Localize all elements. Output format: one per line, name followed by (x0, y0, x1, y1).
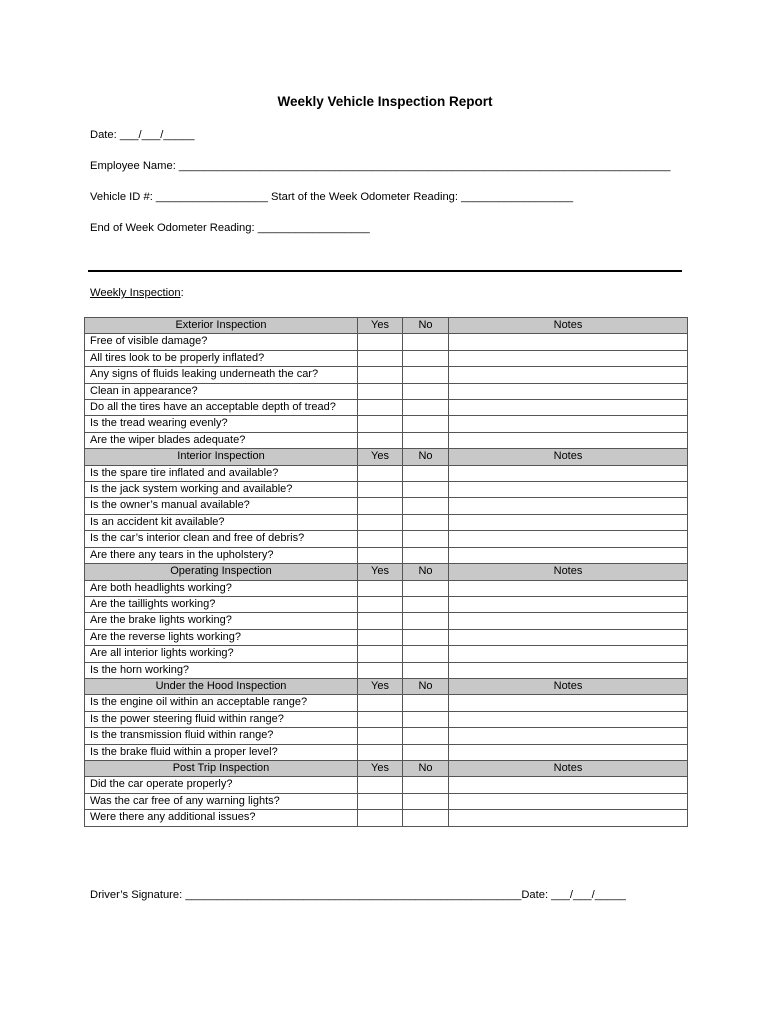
table-row (85, 613, 688, 629)
notes-cell[interactable] (449, 662, 688, 678)
notes-column-header: Notes (449, 564, 688, 580)
inspection-question: Are the brake lights working? (85, 613, 358, 629)
notes-column-header: Notes (449, 760, 688, 776)
section-title: Under the Hood Inspection (85, 678, 358, 694)
section-header-row (85, 564, 688, 580)
section-title: Operating Inspection (85, 564, 358, 580)
no-cell[interactable] (403, 711, 449, 727)
inspection-question: Were there any additional issues? (85, 810, 358, 826)
yes-column-header: Yes (358, 760, 403, 776)
table-row (85, 400, 688, 416)
notes-cell[interactable] (449, 547, 688, 563)
inspection-question: Are all interior lights working? (85, 646, 358, 662)
table-row (85, 482, 688, 498)
table-row (85, 383, 688, 399)
yes-cell[interactable] (358, 547, 403, 563)
inspection-question: Are there any tears in the upholstery? (85, 547, 358, 563)
inspection-question: Any signs of fluids leaking underneath the car? (85, 367, 358, 383)
no-cell[interactable] (403, 596, 449, 612)
notes-cell[interactable] (449, 793, 688, 809)
vehicle-id-odometer-field[interactable]: Vehicle ID #: __________________ Start of the Week Odometer Reading: __________________ (90, 191, 574, 203)
notes-column-header: Notes (449, 678, 688, 694)
no-cell[interactable] (403, 416, 449, 432)
table-row (85, 498, 688, 514)
no-cell[interactable] (403, 465, 449, 481)
notes-cell[interactable] (449, 334, 688, 350)
yes-cell[interactable] (358, 777, 403, 793)
notes-cell[interactable] (449, 744, 688, 760)
no-cell[interactable] (403, 662, 449, 678)
yes-cell[interactable] (358, 482, 403, 498)
no-cell[interactable] (403, 646, 449, 662)
no-cell[interactable] (403, 728, 449, 744)
table-row (85, 662, 688, 678)
notes-cell[interactable] (449, 465, 688, 481)
notes-cell[interactable] (449, 367, 688, 383)
yes-column-header: Yes (358, 564, 403, 580)
yes-cell[interactable] (358, 400, 403, 416)
inspection-question: Is an accident kit available? (85, 514, 358, 530)
end-odometer-field[interactable]: End of Week Odometer Reading: __________________ (90, 222, 370, 234)
yes-cell[interactable] (358, 711, 403, 727)
inspection-question: Is the engine oil within an acceptable range? (85, 695, 358, 711)
no-cell[interactable] (403, 695, 449, 711)
table-row (85, 646, 688, 662)
no-cell[interactable] (403, 334, 449, 350)
notes-cell[interactable] (449, 695, 688, 711)
no-column-header: No (403, 449, 449, 465)
no-cell[interactable] (403, 810, 449, 826)
inspection-question: Is the brake fluid within a proper level? (85, 744, 358, 760)
section-title: Post Trip Inspection (85, 760, 358, 776)
table-row (85, 728, 688, 744)
section-header-row (85, 318, 688, 334)
table-row (85, 629, 688, 645)
section-header-row (85, 678, 688, 694)
notes-cell[interactable] (449, 646, 688, 662)
inspection-question: Is the owner’s manual available? (85, 498, 358, 514)
date-field[interactable]: Date: ___/___/_____ (90, 129, 195, 141)
table-row (85, 695, 688, 711)
section-title: Exterior Inspection (85, 318, 358, 334)
yes-cell[interactable] (358, 810, 403, 826)
notes-cell[interactable] (449, 400, 688, 416)
inspection-question: Are both headlights working? (85, 580, 358, 596)
yes-cell[interactable] (358, 629, 403, 645)
notes-cell[interactable] (449, 514, 688, 530)
yes-cell[interactable] (358, 367, 403, 383)
table-row (85, 547, 688, 563)
inspection-question: All tires look to be properly inflated? (85, 350, 358, 366)
yes-cell[interactable] (358, 662, 403, 678)
inspection-question: Is the jack system working and available? (85, 482, 358, 498)
inspection-question: Do all the tires have an acceptable depth of tread? (85, 400, 358, 416)
no-cell[interactable] (403, 629, 449, 645)
notes-cell[interactable] (449, 711, 688, 727)
notes-cell[interactable] (449, 482, 688, 498)
no-column-header: No (403, 678, 449, 694)
inspection-question: Clean in appearance? (85, 383, 358, 399)
no-cell[interactable] (403, 514, 449, 530)
no-column-header: No (403, 564, 449, 580)
table-row (85, 416, 688, 432)
inspection-question: Are the taillights working? (85, 596, 358, 612)
no-cell[interactable] (403, 613, 449, 629)
notes-cell[interactable] (449, 498, 688, 514)
notes-cell[interactable] (449, 416, 688, 432)
no-cell[interactable] (403, 744, 449, 760)
driver-signature-field[interactable]: Driver’s Signature: ______________________________________________________Date: ___/___/_____ (90, 889, 626, 901)
table-row (85, 596, 688, 612)
no-cell[interactable] (403, 793, 449, 809)
yes-column-header: Yes (358, 678, 403, 694)
no-cell[interactable] (403, 498, 449, 514)
yes-cell[interactable] (358, 744, 403, 760)
table-row (85, 777, 688, 793)
yes-cell[interactable] (358, 613, 403, 629)
page-title: Weekly Vehicle Inspection Report (277, 94, 493, 109)
no-cell[interactable] (403, 367, 449, 383)
yes-cell[interactable] (358, 334, 403, 350)
table-row (85, 465, 688, 481)
no-cell[interactable] (403, 350, 449, 366)
yes-column-header: Yes (358, 318, 403, 334)
notes-cell[interactable] (449, 596, 688, 612)
yes-cell[interactable] (358, 432, 403, 448)
inspection-question: Is the car’s interior clean and free of debris? (85, 531, 358, 547)
no-cell[interactable] (403, 777, 449, 793)
yes-cell[interactable] (358, 596, 403, 612)
notes-cell[interactable] (449, 531, 688, 547)
yes-cell[interactable] (358, 498, 403, 514)
notes-cell[interactable] (449, 383, 688, 399)
table-row (85, 744, 688, 760)
section-title: Interior Inspection (85, 449, 358, 465)
no-cell[interactable] (403, 432, 449, 448)
notes-cell[interactable] (449, 728, 688, 744)
yes-cell[interactable] (358, 695, 403, 711)
yes-cell[interactable] (358, 531, 403, 547)
inspection-question: Is the power steering fluid within range? (85, 711, 358, 727)
notes-cell[interactable] (449, 810, 688, 826)
weekly-inspection-label: Weekly Inspection (90, 287, 181, 299)
inspection-question: Are the reverse lights working? (85, 629, 358, 645)
yes-cell[interactable] (358, 728, 403, 744)
inspection-question: Is the horn working? (85, 662, 358, 678)
notes-cell[interactable] (449, 580, 688, 596)
yes-cell[interactable] (358, 580, 403, 596)
table-row (85, 711, 688, 727)
table-row (85, 367, 688, 383)
yes-cell[interactable] (358, 383, 403, 399)
no-cell[interactable] (403, 400, 449, 416)
table-row (85, 514, 688, 530)
table-row (85, 531, 688, 547)
no-cell[interactable] (403, 531, 449, 547)
yes-column-header: Yes (358, 449, 403, 465)
table-row (85, 350, 688, 366)
inspection-table (84, 317, 688, 827)
notes-cell[interactable] (449, 613, 688, 629)
no-column-header: No (403, 318, 449, 334)
notes-column-header: Notes (449, 449, 688, 465)
section-divider (88, 270, 682, 272)
notes-cell[interactable] (449, 629, 688, 645)
yes-cell[interactable] (358, 416, 403, 432)
notes-cell[interactable] (449, 777, 688, 793)
no-cell[interactable] (403, 383, 449, 399)
no-cell[interactable] (403, 482, 449, 498)
yes-cell[interactable] (358, 350, 403, 366)
notes-cell[interactable] (449, 350, 688, 366)
section-header-row (85, 760, 688, 776)
employee-name-field[interactable]: Employee Name: _______________________________________________________________________________ (90, 160, 671, 172)
yes-cell[interactable] (358, 465, 403, 481)
no-cell[interactable] (403, 580, 449, 596)
notes-cell[interactable] (449, 432, 688, 448)
yes-cell[interactable] (358, 646, 403, 662)
no-column-header: No (403, 760, 449, 776)
inspection-question: Are the wiper blades adequate? (85, 432, 358, 448)
no-cell[interactable] (403, 547, 449, 563)
table-row (85, 432, 688, 448)
yes-cell[interactable] (358, 793, 403, 809)
inspection-question: Is the transmission fluid within range? (85, 728, 358, 744)
inspection-question: Is the tread wearing evenly? (85, 416, 358, 432)
table-row (85, 793, 688, 809)
inspection-question: Free of visible damage? (85, 334, 358, 350)
notes-column-header: Notes (449, 318, 688, 334)
table-row (85, 580, 688, 596)
yes-cell[interactable] (358, 514, 403, 530)
table-row (85, 334, 688, 350)
weekly-inspection-heading (90, 287, 184, 299)
table-row (85, 810, 688, 826)
inspection-question: Is the spare tire inflated and available? (85, 465, 358, 481)
section-header-row (85, 449, 688, 465)
inspection-question: Was the car free of any warning lights? (85, 793, 358, 809)
inspection-question: Did the car operate properly? (85, 777, 358, 793)
weekly-inspection-colon: : (180, 287, 184, 299)
